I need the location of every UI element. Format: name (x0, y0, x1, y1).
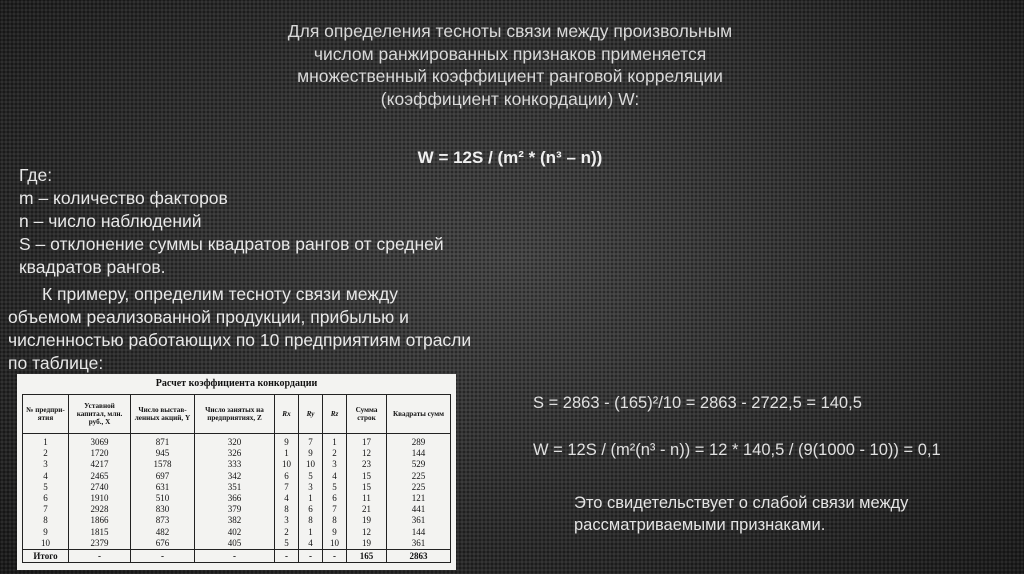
table-cell: 6 (299, 504, 323, 515)
table-cell: 10 (275, 459, 299, 470)
table-cell: 19 (347, 515, 387, 526)
concordance-formula: W = 12S / (m² * (n³ – n)) (417, 148, 603, 167)
definition-item: m – количество факторов (19, 188, 228, 208)
table-cell: 5 (23, 482, 69, 493)
table-cell: 326 (195, 448, 275, 459)
table-cell: 9 (275, 434, 299, 449)
table-cell: 10 (23, 538, 69, 550)
total-cell: Итого (23, 550, 69, 563)
table-cell: 8 (23, 515, 69, 526)
intro-line: числом ранжированных признаков применяется (313, 43, 707, 64)
table-cell: 19 (347, 538, 387, 550)
table-cell: 2 (23, 448, 69, 459)
intro-line: (коэффициент конкордации) W: (380, 88, 640, 109)
table-cell: 7 (275, 482, 299, 493)
table-header-row (23, 395, 451, 434)
table-cell: 11 (347, 493, 387, 504)
definition-item: n – число наблюдений (19, 211, 202, 231)
table-cell: 225 (387, 482, 451, 493)
concordance-table-image (17, 374, 456, 570)
table-cell: 529 (387, 459, 451, 470)
table-cell: 12 (347, 527, 387, 538)
table-cell: 873 (131, 515, 195, 526)
header-cell: Rx (275, 395, 299, 434)
total-cell: - (323, 550, 347, 563)
table-cell: 1 (23, 434, 69, 449)
table-cell: 5 (323, 482, 347, 493)
table-cell: 4 (23, 471, 69, 482)
table-cell: 382 (195, 515, 275, 526)
table-cell: 697 (131, 471, 195, 482)
table-cell: 21 (347, 504, 387, 515)
header-cell: Квадраты сумм (387, 395, 451, 434)
table-cell: 1 (275, 448, 299, 459)
total-cell: - (275, 550, 299, 563)
header-cell: Сумма строк (347, 395, 387, 434)
table-cell: 15 (347, 482, 387, 493)
table-cell: 5 (299, 471, 323, 482)
table-cell: 441 (387, 504, 451, 515)
table-cell: 144 (387, 527, 451, 538)
table-cell: 23 (347, 459, 387, 470)
total-cell: 165 (347, 550, 387, 563)
table-cell: 2928 (69, 504, 131, 515)
intro-text (230, 20, 790, 110)
table-cell: 4 (299, 538, 323, 550)
concordance-table (22, 394, 451, 563)
table-cell: 4 (323, 471, 347, 482)
table-cell: 8 (323, 515, 347, 526)
total-cell: - (131, 550, 195, 563)
table-cell: 8 (299, 515, 323, 526)
table-cell: 3 (275, 515, 299, 526)
table-cell: 366 (195, 493, 275, 504)
table-cell: 15 (347, 471, 387, 482)
table-cell: 1 (323, 434, 347, 449)
table-cell: 2465 (69, 471, 131, 482)
table-cell: 361 (387, 538, 451, 550)
example-text (8, 283, 588, 375)
table-cell: 379 (195, 504, 275, 515)
table-cell: 1 (299, 493, 323, 504)
table-cell: 342 (195, 471, 275, 482)
table-cell: 12 (347, 448, 387, 459)
example-line: К примеру, определим тесноту связи между (42, 284, 398, 304)
header-cell: Число занятых на предприятиях, Z (195, 395, 275, 434)
table-cell: 1720 (69, 448, 131, 459)
table-row (23, 515, 451, 526)
definition-item: S – отклонение суммы квадратов рангов от средней (19, 234, 444, 254)
example-line: объемом реализованной продукции, прибылью и (8, 307, 409, 327)
table-cell: 289 (387, 434, 451, 449)
table-cell: 17 (347, 434, 387, 449)
table-cell: 320 (195, 434, 275, 449)
table-row (23, 482, 451, 493)
total-cell: 2863 (387, 550, 451, 563)
table-cell: 510 (131, 493, 195, 504)
header-cell: Уставной капитал, млн. руб., X (69, 395, 131, 434)
table-cell: 7 (299, 434, 323, 449)
table-cell: 225 (387, 471, 451, 482)
table-cell: 482 (131, 527, 195, 538)
example-line: по таблице: (8, 353, 104, 373)
table-cell: 144 (387, 448, 451, 459)
table-cell: 871 (131, 434, 195, 449)
table-row (23, 504, 451, 515)
table-cell: 3069 (69, 434, 131, 449)
table-cell: 1815 (69, 527, 131, 538)
example-line: численностью работающих по 10 предприятиям отрасли (8, 330, 472, 350)
table-cell: 4 (275, 493, 299, 504)
table-cell: 1866 (69, 515, 131, 526)
table-cell: 1578 (131, 459, 195, 470)
table-title: Расчет коэффициента конкордации (155, 378, 318, 389)
table-row (23, 527, 451, 538)
table-cell: 351 (195, 482, 275, 493)
table-cell: 2 (323, 448, 347, 459)
table-row (23, 434, 451, 449)
table-cell: 9 (323, 527, 347, 538)
table-cell: 4217 (69, 459, 131, 470)
table-row (23, 448, 451, 459)
table-cell: 405 (195, 538, 275, 550)
table-cell: 3 (299, 482, 323, 493)
table-cell: 3 (323, 459, 347, 470)
table-cell: 1910 (69, 493, 131, 504)
total-cell: - (299, 550, 323, 563)
table-cell: 5 (275, 538, 299, 550)
definitions-heading: Где: (19, 165, 53, 185)
header-cell: № предпри-ятия (23, 395, 69, 434)
conclusion-text: Это свидетельствует о слабой связи между рассматриваемыми признаками. (574, 494, 909, 534)
table-cell: 830 (131, 504, 195, 515)
table-cell: 945 (131, 448, 195, 459)
table-cell: 361 (387, 515, 451, 526)
table-cell: 2740 (69, 482, 131, 493)
table-cell: 6 (323, 493, 347, 504)
table-cell: 6 (275, 471, 299, 482)
total-cell: - (69, 550, 131, 563)
table-row (23, 471, 451, 482)
table-cell: 3 (23, 459, 69, 470)
w-calculation: W = 12S / (m²(n³ - n)) = 12 * 140,5 / (9(1000 - 10)) = 0,1 (533, 441, 941, 459)
intro-line: множественный коэффициент ранговой корреляции (297, 66, 723, 86)
table-cell: 676 (131, 538, 195, 550)
total-cell: - (195, 550, 275, 563)
table-cell: 631 (131, 482, 195, 493)
header-cell: Rz (323, 395, 347, 434)
table-cell: 6 (23, 493, 69, 504)
table-cell: 402 (195, 527, 275, 538)
table-cell: 9 (23, 527, 69, 538)
intro-line: Для определения тесноты связи между произвольным (287, 21, 733, 41)
definitions (19, 164, 579, 279)
table-cell: 7 (23, 504, 69, 515)
table-cell: 7 (323, 504, 347, 515)
table-row (23, 459, 451, 470)
table-cell: 2379 (69, 538, 131, 550)
header-cell: Ry (299, 395, 323, 434)
table-row (23, 493, 451, 504)
s-calculation: S = 2863 - (165)²/10 = 2863 - 2722,5 = 140,5 (533, 394, 862, 412)
table-cell: 1 (299, 527, 323, 538)
table-total-row (23, 550, 451, 563)
table-cell: 2 (275, 527, 299, 538)
table-cell: 8 (275, 504, 299, 515)
table-row (23, 538, 451, 550)
table-cell: 10 (299, 459, 323, 470)
table-cell: 333 (195, 459, 275, 470)
table-cell: 9 (299, 448, 323, 459)
header-cell: Число выстав-ленных акций, Y (131, 395, 195, 434)
table-cell: 121 (387, 493, 451, 504)
definition-item: квадратов рангов. (19, 257, 166, 277)
table-cell: 10 (323, 538, 347, 550)
